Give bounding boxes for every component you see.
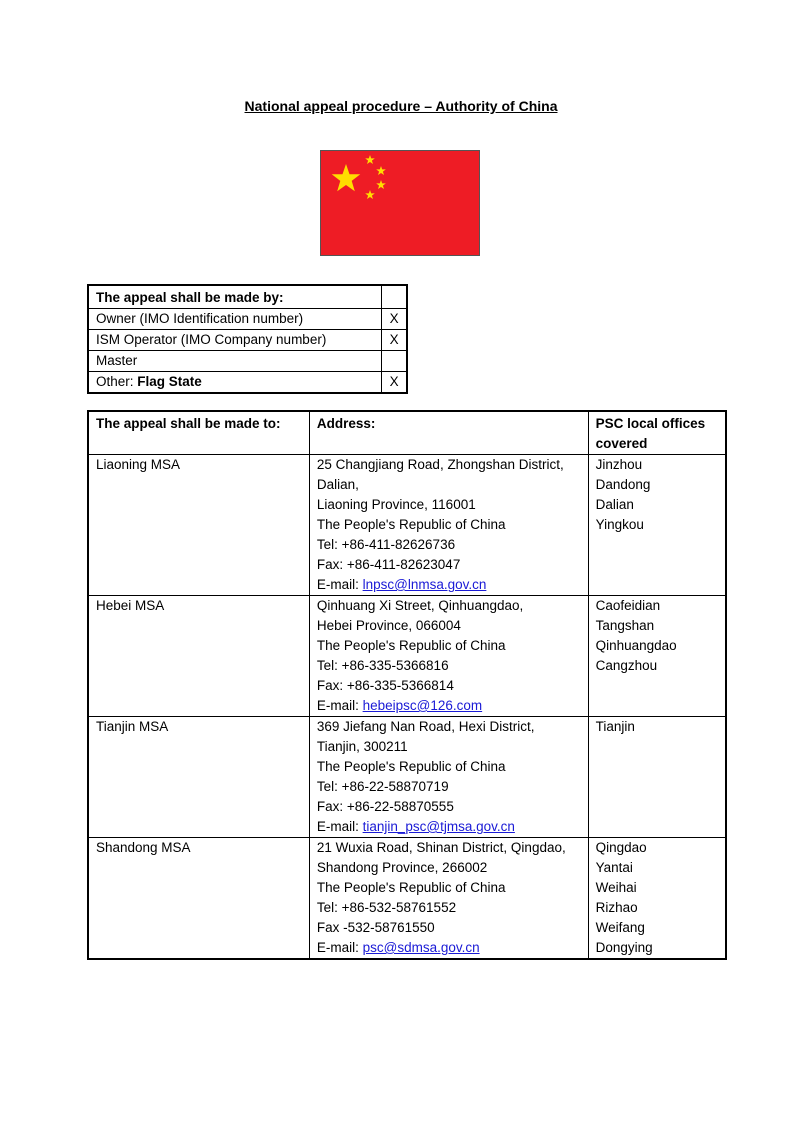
checkmark: X	[382, 309, 407, 330]
office-item: Tianjin	[595, 719, 635, 734]
offices-cell	[588, 838, 726, 960]
small-star-3	[376, 180, 386, 189]
office-item: Yingkou	[595, 517, 644, 532]
appeal-made-to-table	[87, 410, 727, 960]
small-star-4	[365, 190, 375, 199]
email-line: E-mail: hebeipsc@126.com	[316, 698, 483, 713]
appeal-made-by-table	[87, 284, 408, 394]
header-offices: PSC local offices covered	[588, 411, 726, 455]
table-row: Owner (IMO Identification number) X	[88, 309, 407, 330]
office-item: Qinhuangdao	[595, 638, 677, 653]
office-item: Caofeidian	[595, 598, 661, 613]
office-item: Yantai	[595, 860, 633, 875]
table-row: ISM Operator (IMO Company number) X	[88, 330, 407, 351]
table-row	[88, 717, 726, 838]
small-star-2	[376, 166, 386, 175]
header-authority: The appeal shall be made to:	[88, 411, 309, 455]
table-row: Other: Flag State X	[88, 372, 407, 394]
address-line: The People's Republic of China	[316, 759, 506, 774]
office-item: Cangzhou	[595, 658, 658, 673]
office-item: Qingdao	[595, 840, 647, 855]
authority-name: Hebei MSA	[88, 596, 309, 717]
offices-cell	[588, 455, 726, 596]
header-address: Address:	[309, 411, 588, 455]
address-line: Fax: +86-411-82623047	[316, 557, 461, 572]
office-item: Weihai	[595, 880, 637, 895]
email-link[interactable]: lnpsc@lnmsa.gov.cn	[362, 577, 487, 592]
offices-cell	[588, 717, 726, 838]
address-line: Fax: +86-335-5366814	[316, 678, 454, 693]
address-line: Shandong Province, 266002	[316, 860, 488, 875]
table-header-row	[88, 411, 726, 455]
address-line: The People's Republic of China	[316, 880, 506, 895]
address-line: Fax: +86-22-58870555	[316, 799, 454, 814]
email-line: E-mail: lnpsc@lnmsa.gov.cn	[316, 577, 487, 592]
office-item: Dongying	[595, 940, 653, 955]
address-line: Tel: +86-335-5366816	[316, 658, 449, 673]
address-line: Qinhuang Xi Street, Qinhuangdao,	[316, 598, 524, 613]
email-line: E-mail: tianjin_psc@tjmsa.gov.cn	[316, 819, 515, 834]
address-line: 25 Changjiang Road, Zhongshan District,	[316, 457, 564, 472]
page-title: National appeal procedure – Authority of China	[244, 98, 558, 114]
office-item: Tangshan	[595, 618, 655, 633]
address-line: Dalian,	[316, 477, 359, 492]
address-line: Liaoning Province, 116001	[316, 497, 476, 512]
email-line: E-mail: psc@sdmsa.gov.cn	[316, 940, 480, 955]
offices-cell	[588, 596, 726, 717]
email-link[interactable]: psc@sdmsa.gov.cn	[362, 940, 480, 955]
table-row	[88, 596, 726, 717]
large-star	[332, 164, 361, 191]
china-flag-image	[320, 150, 480, 256]
address-line: 21 Wuxia Road, Shinan District, Qingdao,	[316, 840, 566, 855]
office-item: Dalian	[595, 497, 634, 512]
address-line: The People's Republic of China	[316, 638, 506, 653]
email-link[interactable]: hebeipsc@126.com	[362, 698, 483, 713]
address-line: Tel: +86-411-82626736	[316, 537, 456, 552]
checkmark: X	[382, 372, 407, 394]
address-line: The People's Republic of China	[316, 517, 506, 532]
address-line: Fax -532-58761550	[316, 920, 435, 935]
address-line: Tel: +86-22-58870719	[316, 779, 449, 794]
address-line: Hebei Province, 066004	[316, 618, 461, 633]
made-by-header: The appeal shall be made by:	[88, 285, 382, 309]
office-item: Dandong	[595, 477, 651, 492]
authority-name: Tianjin MSA	[88, 717, 309, 838]
address-cell	[309, 717, 588, 838]
flag-stars	[321, 151, 479, 255]
address-cell	[309, 596, 588, 717]
table-row	[88, 455, 726, 596]
office-item: Jinzhou	[595, 457, 643, 472]
small-star-1	[365, 155, 375, 164]
office-item: Weifang	[595, 920, 645, 935]
authority-name: Liaoning MSA	[88, 455, 309, 596]
table-row	[88, 838, 726, 960]
email-link[interactable]: tianjin_psc@tjmsa.gov.cn	[362, 819, 515, 834]
address-line: 369 Jiefang Nan Road, Hexi District,	[316, 719, 535, 734]
address-cell	[309, 838, 588, 960]
office-item: Rizhao	[595, 900, 638, 915]
table-row: Master	[88, 351, 407, 372]
address-line: Tianjin, 300211	[316, 739, 408, 754]
authority-name: Shandong MSA	[88, 838, 309, 960]
address-line: Tel: +86-532-58761552	[316, 900, 457, 915]
checkmark	[382, 351, 407, 372]
address-cell	[309, 455, 588, 596]
checkmark: X	[382, 330, 407, 351]
